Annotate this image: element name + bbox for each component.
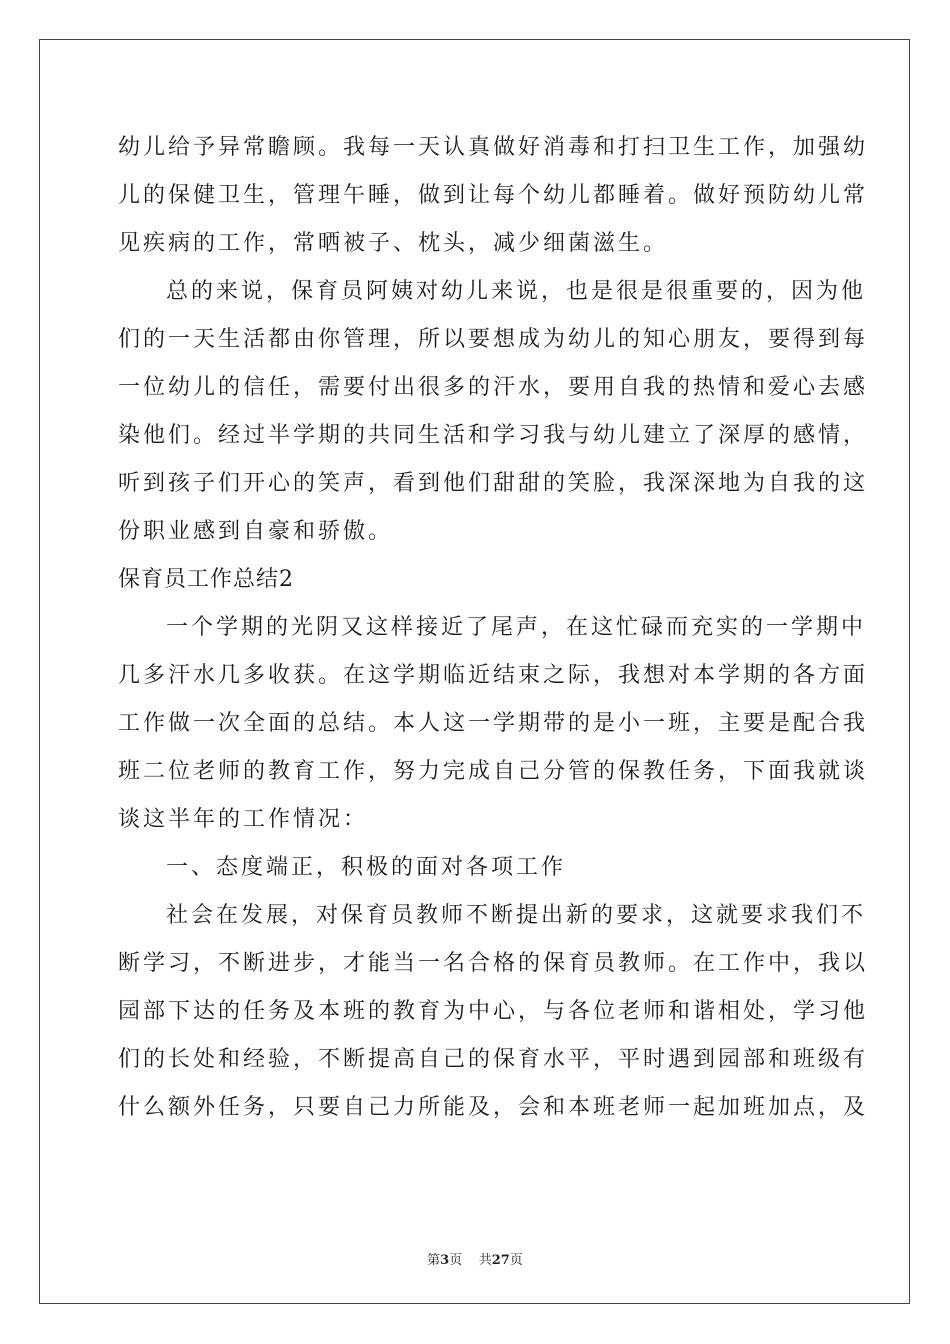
text-line: 工作做一次全面的总结。本人这一学期带的是小一班，主要是配合我 (118, 711, 869, 736)
paragraph-start-line: 一个学期的光阴又这样接近了尾声，在这忙碌而充实的一学期中 (166, 615, 867, 640)
text-line: 染他们。经过半学期的共同生活和学习我与幼儿建立了深厚的感情， (118, 423, 869, 448)
text-line: 们的一天生活都由你管理，所以要想成为幼儿的知心朋友，要得到每 (118, 327, 869, 352)
paragraph-start-line: 总的来说，保育员阿姨对幼儿来说，也是很是很重要的，因为他 (166, 279, 867, 304)
text-line: 园部下达的任务及本班的教育为中心，与各位老师和谐相处，学习他 (118, 999, 869, 1024)
text-line: 见疾病的工作，常晒被子、枕头，减少细菌滋生。 (118, 231, 669, 256)
page-suffix: 页 (509, 1253, 523, 1268)
text-line: 什么额外任务，只要自己力所能及，会和本班老师一起加班加点，及 (118, 1095, 869, 1120)
subsection-heading: 一、态度端正，积极的面对各项工作 (166, 855, 567, 880)
text-line: 班二位老师的教育工作，努力完成自己分管的保教任务，下面我就谈 (118, 759, 869, 784)
text-line: 听到孩子们开心的笑声，看到他们甜甜的笑脸，我深深地为自我的这 (118, 471, 869, 496)
page-footer (0, 1249, 950, 1268)
text-line: 几多汗水几多收获。在这学期临近结束之际，我想对本学期的各方面 (118, 663, 869, 688)
paragraph-start-line: 社会在发展，对保育员教师不断提出新的要求，这就要求我们不 (166, 903, 867, 928)
text-line: 幼儿给予异常瞻顾。我每一天认真做好消毒和打扫卫生工作，加强幼 (118, 135, 869, 160)
text-line: 儿的保健卫生，管理午睡，做到让每个幼儿都睡着。做好预防幼儿常 (118, 183, 869, 208)
page-separator: 页 共 (449, 1253, 492, 1268)
text-line: 一位幼儿的信任，需要付出很多的汗水，要用自我的热情和爱心去感 (118, 375, 869, 400)
text-line: 断学习，不断进步，才能当一名合格的保育员教师。在工作中，我以 (118, 951, 869, 976)
total-page-count: 27 (491, 1253, 510, 1268)
section-heading: 保育员工作总结2 (118, 567, 294, 592)
text-line: 份职业感到自豪和骄傲。 (118, 519, 394, 544)
page-prefix: 第 (427, 1253, 441, 1268)
document-body (118, 124, 869, 1132)
text-line: 谈这半年的工作情况： (118, 807, 369, 832)
current-page-number: 3 (440, 1253, 450, 1268)
text-line: 们的长处和经验，不断提高自己的保育水平，平时遇到园部和班级有 (118, 1047, 869, 1072)
